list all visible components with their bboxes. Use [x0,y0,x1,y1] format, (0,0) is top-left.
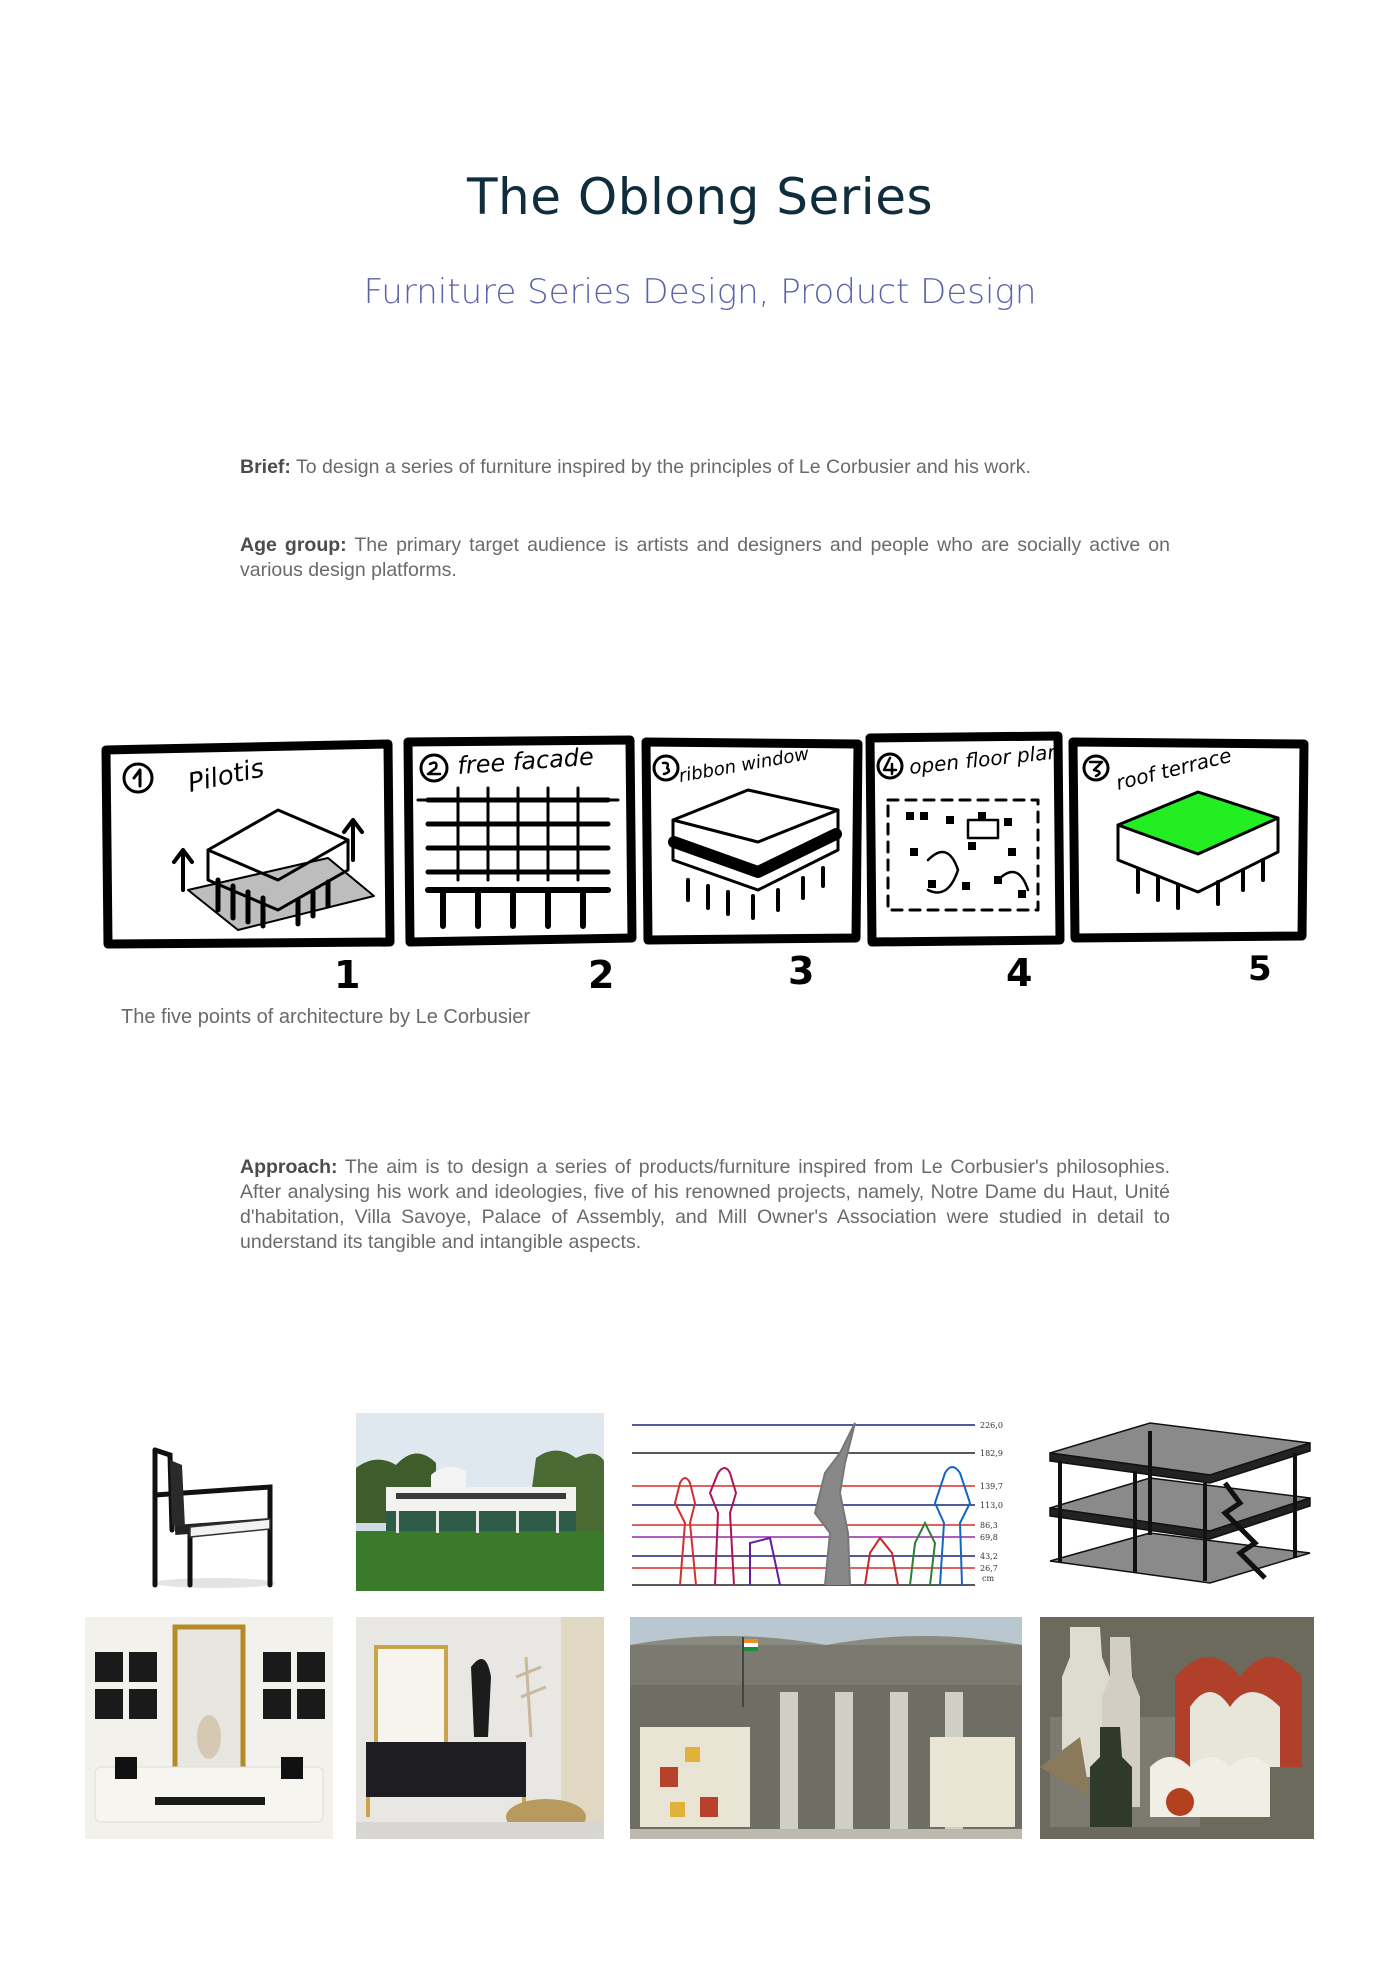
panel-number-3: 3 [788,949,815,993]
age-group-label: Age group: [240,534,347,556]
panel-number-5: 5 [1248,949,1272,989]
panel-number-4: 4 [1006,951,1033,995]
age-group-paragraph [240,533,1170,583]
panel-label-1: Pilotis [185,753,267,799]
modulor-measure-2: 182,9 [980,1449,1003,1458]
panel-label-5: roof terrace [1113,742,1234,795]
page-subtitle: Furniture Series Design, Product Design [363,272,1037,312]
approach-text: The aim is to design a series of products/furniture inspired from Le Corbusier's philosophies. After analysing his work and ideologies, five of his renowned projects, namely, Notre Dame du Haut, Unité d'habitation, Villa Savoye, Palace of Assembly, and Mill Owner's Association were studied in detail to understand its tangible and intangible aspects. [240,1156,1170,1253]
modulor-measure-4: 113,0 [980,1501,1003,1510]
panel-label-3: ribbon window [677,743,811,787]
modulor-measure-5: 86,3 [980,1521,998,1530]
panel-number-1: 1 [334,953,361,996]
modulor-measure-8: 26,7 [980,1564,998,1573]
palace-of-assembly-image [630,1617,1022,1839]
modulor-measure-6: 69,8 [980,1533,998,1542]
brief-text: To design a series of furniture inspired by the principles of Le Corbusier and his work. [290,456,1031,478]
dom-ino-house-image [1040,1413,1322,1591]
five-points-caption: The five points of architecture by Le Corbusier [121,1006,531,1028]
modulor-measure-unit: cm [982,1574,995,1583]
brief-label: Brief: [240,456,291,478]
panel-number-2: 2 [588,953,615,996]
panel-label-4: open floor plan [908,739,1062,779]
purist-still-life-image [1040,1617,1314,1839]
age-group-text: The primary target audience is artists and designers and people who are socially active on various design platforms. [240,534,1170,581]
brief-paragraph [240,455,1170,480]
modulor-measure-7: 43,2 [980,1552,998,1561]
modulor-measure-1: 226,0 [980,1421,1003,1430]
panel-label-2: free facade [456,742,595,780]
modulor-chart-image [630,1413,1020,1593]
lc1-chair-image [130,1435,290,1590]
villa-savoye-image [356,1413,604,1591]
approach-label: Approach: [240,1156,338,1178]
styled-sideboard-image [356,1617,604,1839]
page-title: The Oblong Series [466,168,934,226]
classic-living-room-image [85,1617,333,1839]
approach-paragraph [240,1155,1170,1255]
modulor-measure-3: 139,7 [980,1482,1003,1491]
five-points-sketch [98,730,1318,996]
